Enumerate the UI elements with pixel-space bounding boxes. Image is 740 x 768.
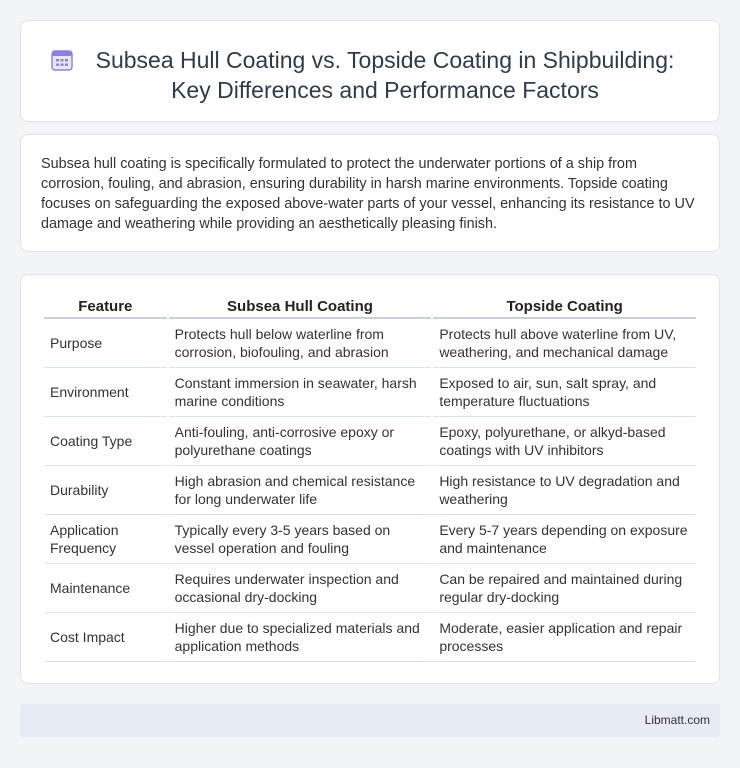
row-feature: Environment <box>44 368 167 417</box>
header-subsea: Subsea Hull Coating <box>169 297 432 319</box>
row-subsea: Protects hull below waterline from corrosion, biofouling, and abrasion <box>169 319 432 368</box>
table-row <box>44 564 696 613</box>
title-line-2: Key Differences and Performance Factors <box>171 77 599 103</box>
title-card <box>20 20 720 122</box>
row-topside: Every 5-7 years depending on exposure and maintenance <box>433 515 696 564</box>
table-row <box>44 515 696 564</box>
row-topside: Can be repaired and maintained during regular dry-docking <box>433 564 696 613</box>
header-topside: Topside Coating <box>433 297 696 319</box>
row-subsea: High abrasion and chemical resistance for long underwater life <box>169 466 432 515</box>
summary-text: Subsea hull coating is specifically formulated to protect the underwater portions of a ship from corrosion, fouling, and abrasion, ensuring durability in harsh marine environments. Topside coating focuses on safeguarding the exposed above-water parts of your vessel, enhancing its resistance to UV damage and weathering while providing an aesthetically pleasing finish. <box>41 156 695 232</box>
footer <box>20 704 720 737</box>
row-topside: Exposed to air, sun, salt spray, and temperature fluctuations <box>433 368 696 417</box>
title-line-1: Subsea Hull Coating vs. Topside Coating in Shipbuilding: <box>95 47 675 73</box>
row-feature: Durability <box>44 466 167 515</box>
row-topside: Moderate, easier application and repair processes <box>433 613 696 662</box>
table-row <box>44 368 696 417</box>
row-feature: Maintenance <box>44 564 167 613</box>
row-topside: Protects hull above waterline from UV, weathering, and mechanical damage <box>433 319 696 368</box>
row-feature: Cost Impact <box>44 613 167 662</box>
comparison-table <box>42 297 698 662</box>
table-row <box>44 466 696 515</box>
table-header-row <box>44 297 696 319</box>
row-subsea: Anti-fouling, anti-corrosive epoxy or polyurethane coatings <box>169 417 432 466</box>
comparison-card <box>20 274 720 684</box>
row-subsea: Constant immersion in seawater, harsh marine conditions <box>169 368 432 417</box>
page-title <box>21 45 719 105</box>
footer-brand[interactable]: Libmatt.com <box>644 713 710 727</box>
table-row <box>44 613 696 662</box>
row-feature: Coating Type <box>44 417 167 466</box>
table-row <box>44 417 696 466</box>
row-subsea: Higher due to specialized materials and application methods <box>169 613 432 662</box>
table-row <box>44 319 696 368</box>
row-topside: High resistance to UV degradation and weathering <box>433 466 696 515</box>
row-feature: Purpose <box>44 319 167 368</box>
row-subsea: Typically every 3-5 years based on vessel operation and fouling <box>169 515 432 564</box>
row-feature: Application Frequency <box>44 515 167 564</box>
header-feature: Feature <box>44 297 167 319</box>
row-topside: Epoxy, polyurethane, or alkyd-based coatings with UV inhibitors <box>433 417 696 466</box>
row-subsea: Requires underwater inspection and occasional dry-docking <box>169 564 432 613</box>
summary-card <box>20 134 720 252</box>
